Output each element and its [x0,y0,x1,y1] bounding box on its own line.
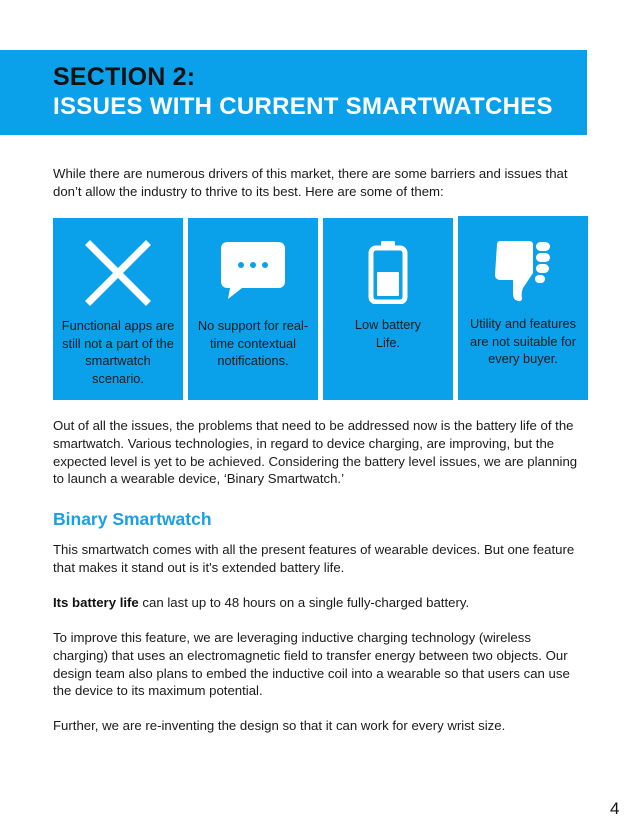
battery-life-text: can last up to 48 hours on a single fully-charged battery. [138,595,470,610]
issue-text: Low battery Life. [354,317,422,350]
issue-card-functional-apps [53,218,183,400]
section-banner [0,50,587,135]
issue-text: Functional apps are still not a part of the smartwatch scenario. [61,318,175,386]
issue-card-utility [458,216,588,400]
battery-life-paragraph [53,594,588,612]
issue-text: Utility and features are not suitable for every buyer. [470,316,576,366]
issues-paragraph: Out of all the issues, the problems that need to be addressed now is the battery life of the smartwatch. Various technologies, in regard to device charging, are improving, but the expected level is yet to be achieved. Considering the battery level issues, we are planning to launch a wearable device, ‘Binary Smartwatch.’ [53,418,578,487]
thumbs-down-icon [458,240,588,302]
section-number: SECTION 2: [53,63,196,91]
battery-life-bold: Its battery life [53,595,139,610]
product-heading: Binary Smartwatch [53,509,212,529]
close-x-icon [53,239,183,307]
chat-bubble-icon [188,241,318,301]
section-title: ISSUES WITH CURRENT SMARTWATCHES [53,93,553,120]
design-paragraph: Further, we are re-inventing the design so that it can work for every wrist size. [53,718,506,733]
issue-card-notifications [188,218,318,400]
issue-card-battery [323,218,453,400]
intro-paragraph: While there are numerous drivers of this market, there are some barriers and issues that don’t allow the industry to thrive to its best. Here are some of them: [53,166,568,199]
charging-paragraph: To improve this feature, we are leveraging inductive charging technology (wireless charging) that uses an electromagnetic field to transfer energy between two objects. Our design team also plans to embed the inductive coil into a wearable so that users can use the device to its maximum potential. [53,630,570,699]
battery-icon [323,240,453,304]
features-paragraph: This smartwatch comes with all the present features of wearable devices. But one feature that makes it stand out is it's extended battery life. [53,542,575,575]
page-number: 4 [610,799,620,818]
issue-text: No support for real-time contextual notifications. [197,318,309,368]
